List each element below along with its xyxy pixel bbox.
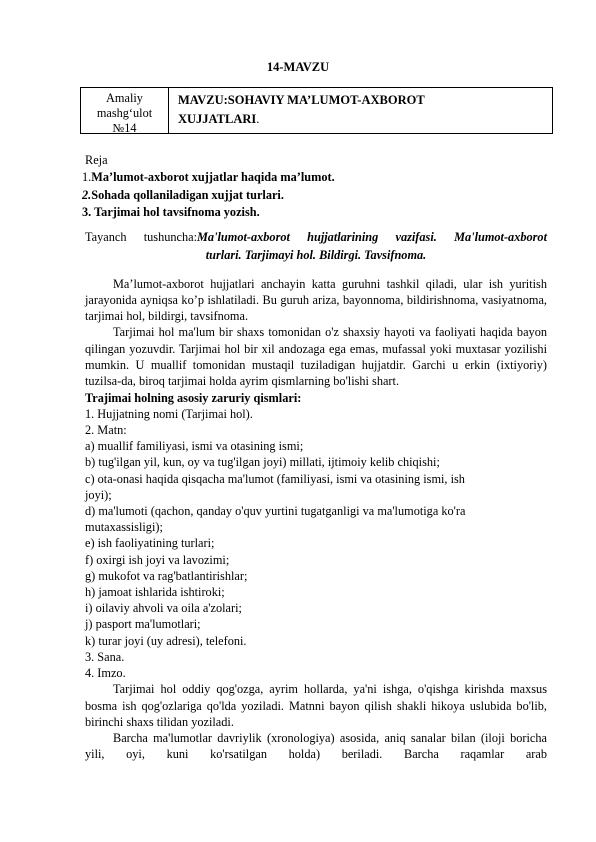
list-item: 4. Imzo. — [85, 666, 126, 681]
paragraph: Ma’lumot-axborot hujjatlari anchayin katta guruhni tashkil qiladi, ular ish yuritish jarayonida ayniqsa ko’p ishlatiladi. Bu guruh ariza, bayonnoma, bildirishnoma, vasiyatnoma, tarjimai hol, bildirgi, tavsifnoma. — [85, 276, 547, 324]
lesson-type-line: Amaliy — [106, 91, 143, 105]
key-concepts-label: Tayanch tushuncha: — [85, 229, 197, 244]
topic-title-suffix: . — [256, 112, 260, 126]
reja-item-text: Sohada qollaniladigan xujjat turlari. — [91, 187, 284, 202]
key-concepts-line2: turlari. Tarjimayi hol. Bildirgi. Tavsifnoma. — [205, 247, 427, 262]
topic-header-box — [80, 87, 553, 134]
list-item: 2. Matn: — [85, 422, 127, 437]
paragraph: Barcha ma'lumotlar davriylik (xronologiya) asosida, aniq sanalar bilan (iloji boricha yili, oyi, kuni ko'rsatilgan holda) beriladi. Barcha raqamlar arab — [85, 731, 547, 762]
lesson-type-cell — [81, 88, 169, 133]
key-concepts — [85, 228, 547, 264]
topic-title-cell — [169, 88, 552, 133]
reja-item-number: 2. — [82, 187, 92, 202]
lesson-type-line: mashg‘ulot — [96, 106, 153, 120]
reja-item-text: Tarjimai hol tavsifnoma yozish. — [94, 205, 260, 219]
list-item: e) ish faoliyatining turlari; — [85, 536, 215, 551]
list-item: 3. Sana. — [85, 649, 125, 664]
section-heading: Trajimai holning asosiy zaruriy qismlari: — [85, 390, 302, 405]
list-item: k) turar joyi (uy adresi), telefoni. — [85, 633, 247, 648]
list-item: h) jamoat ishlarida ishtiroki; — [85, 585, 225, 600]
list-item: g) mukofot va rag'batlantirishlar; — [85, 568, 248, 583]
list-item: d) ma'lumoti (qachon, qanday o'quv yurtini tugatganligi va ma'lumotiga ko'ra — [85, 504, 466, 518]
reja-heading: Reja — [85, 153, 108, 167]
topic-title-line1: MAVZU:SOHAVIY MA’LUMOT-AXBOROT — [178, 93, 425, 107]
document-body — [82, 152, 547, 763]
paragraph: Tarjimai hol oddiy qog'ozga, ayrim hollarda, ya'ni ishga, o'qishga kirishda maxsus bosma ish qog'ozlariga qo'lda yoziladi. Matnni bayon qilish shakli hikoya uslubida bo'lib, birinchi shaxs tilidan yoziladi. — [85, 682, 547, 729]
reja-item-number: 1. — [82, 170, 92, 184]
list-item: b) tug'ilgan yil, kun, oy va tug'ilgan joyi) millati, ijtimoiy kelib chiqishi; — [85, 455, 440, 470]
lesson-number: №14 — [112, 121, 137, 135]
reja-item — [82, 204, 547, 222]
list-item: j) pasport ma'lumotlari; — [85, 617, 201, 632]
list-item: c) ota-onasi haqida qisqacha ma'lumot (familiyasi, ismi va otasining ismi, ish — [85, 471, 465, 486]
key-concepts-line1: Ma'lumot-axborot hujjatlarining vazifasi. Ma'lumot-axborot — [197, 229, 547, 244]
list-item: 1. Hujjatning nomi (Tarjimai hol). — [85, 406, 253, 421]
list-item: f) oxirgi ish joyi va lavozimi; — [85, 552, 230, 567]
list-item: a) muallif familiyasi, ismi va otasining ismi; — [85, 439, 304, 454]
reja-item — [82, 187, 547, 205]
reja-item-number: 3. — [82, 205, 92, 219]
list-item: mutaxassisligi); — [85, 520, 163, 535]
reja-item-text: Ma’lumot-axborot xujjatlar haqida ma’lumot. — [91, 170, 335, 184]
list-item: i) oilaviy ahvoli va oila a'zolari; — [85, 601, 242, 616]
page-title: 14-MAVZU — [266, 60, 330, 74]
paragraph: Tarjimai hol ma'lum bir shaxs tomonidan o'z shaxsiy hayoti va faoliyati haqida bayon qilingan yozuvdir. Tarjimai hol bir xil andozaga ega emas, mufassal yoki muxtasar yozilishi mumkin. U muallif tomonidan mustaqil tuziladigan hujjatdir. Garchi u erkin (ixtiyoriy) tuzilsa-da, biroq tarjimai holda ayrim qismlarning bo'lishi shart. — [85, 325, 547, 389]
topic-title-line2: XUJJATLARI — [178, 112, 257, 126]
reja-item — [82, 169, 547, 187]
list-item: joyi); — [85, 487, 112, 502]
